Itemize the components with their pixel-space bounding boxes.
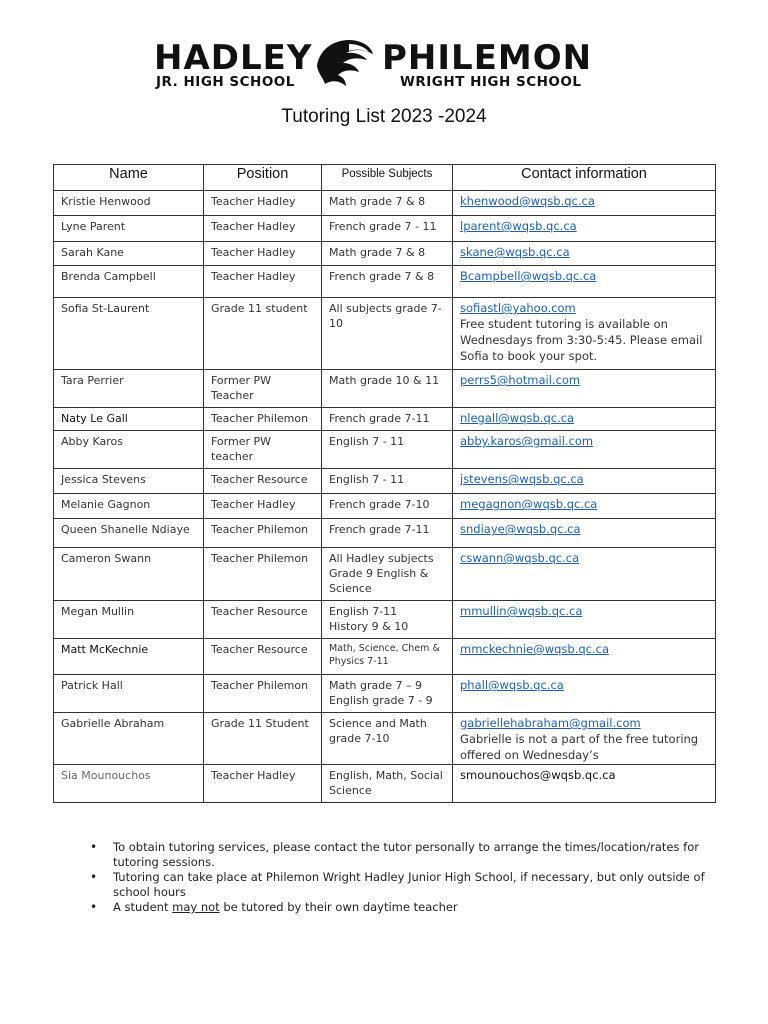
cell-name: Queen Shanelle Ndiaye <box>54 519 204 548</box>
table-row <box>54 298 716 370</box>
cell-position: Former PW Teacher <box>204 370 322 408</box>
bullet: • <box>90 900 98 914</box>
cell-contact <box>453 548 716 601</box>
table-row <box>54 639 716 675</box>
cell-name: Lyne Parent <box>54 216 204 242</box>
cell-subjects: French grade 7-11 <box>322 408 453 431</box>
cell-name: Melanie Gagnon <box>54 494 204 519</box>
cell-name-text: Naty Le Gall <box>61 412 128 425</box>
subject-line: English 7-11 <box>329 605 398 618</box>
cell-name: Brenda Campbell <box>54 266 204 298</box>
email-link[interactable]: gabriellehabraham@gmail.com <box>460 716 641 730</box>
header-contact: Contact information <box>453 165 716 191</box>
cell-name: Jessica Stevens <box>54 469 204 494</box>
table-row <box>54 675 716 713</box>
cell-position: Teacher Resource <box>204 469 322 494</box>
email-link[interactable]: megagnon@wqsb.qc.ca <box>460 497 598 511</box>
cell-contact <box>453 370 716 408</box>
page-title: Tutoring List 2023 -2024 <box>281 106 487 127</box>
cell-contact <box>453 469 716 494</box>
table-header-row <box>54 165 716 191</box>
logo-hadley-subtitle: JR. HIGH SCHOOL <box>156 74 295 90</box>
email-link[interactable]: mmullin@wqsb.qc.ca <box>460 604 583 618</box>
header-position: Position <box>204 165 322 191</box>
cell-position: Former PW teacher <box>204 431 322 469</box>
subject-line: English grade 7 - 9 <box>329 694 433 707</box>
cell-position: Teacher Resource <box>204 601 322 639</box>
cell-contact <box>453 431 716 469</box>
note-text-pre: A student <box>113 900 173 914</box>
email-link[interactable]: phall@wqsb.qc.ca <box>460 678 564 692</box>
cell-subjects: Math grade 7 & 8 <box>322 242 453 266</box>
subject-line: Math grade 7 – 9 <box>329 679 422 692</box>
cell-contact <box>453 266 716 298</box>
header-subjects: Possible Subjects <box>322 165 453 191</box>
cell-contact <box>453 191 716 216</box>
cell-subjects: English 7 - 11 <box>322 469 453 494</box>
cell-contact <box>453 765 716 803</box>
email-link[interactable]: perrs5@hotmail.com <box>460 373 581 387</box>
cell-contact <box>453 408 716 431</box>
cell-name-text: Matt McKechnie <box>61 643 149 656</box>
cell-subjects-text: Math, Science, Chem & Physics 7-11 <box>329 643 440 667</box>
note-text: Tutoring can take place at Philemon Wright Hadley Junior High School, if necessary, but only outside of school hours <box>113 870 705 899</box>
cell-position: Teacher Philemon <box>204 408 322 431</box>
cell-name <box>54 765 204 803</box>
cell-subjects: Science and Math grade 7-10 <box>322 713 453 765</box>
cell-contact <box>453 713 716 765</box>
email-link[interactable]: jstevens@wqsb.qc.ca <box>460 472 584 486</box>
cell-contact <box>453 216 716 242</box>
cell-name: Tara Perrier <box>54 370 204 408</box>
table-row <box>54 191 716 216</box>
cell-position: Teacher Hadley <box>204 242 322 266</box>
table-row <box>54 408 716 431</box>
cell-subjects: Math grade 10 & 11 <box>322 370 453 408</box>
cell-name: Gabrielle Abraham <box>54 713 204 765</box>
cell-position: Teacher Philemon <box>204 675 322 713</box>
email-link[interactable]: abby.karos@gmail.com <box>460 434 594 448</box>
table-row <box>54 469 716 494</box>
bullet: • <box>90 840 98 854</box>
cell-subjects: French grade 7 - 11 <box>322 216 453 242</box>
cell-contact <box>453 242 716 266</box>
email-link[interactable]: Bcampbell@wqsb.qc.ca <box>460 269 597 283</box>
cell-position: Teacher Hadley <box>204 191 322 216</box>
email-link[interactable]: cswann@wqsb.qc.ca <box>460 551 580 565</box>
table-row <box>54 431 716 469</box>
cell-position: Teacher Hadley <box>204 765 322 803</box>
school-logo <box>150 40 592 94</box>
note-text-underlined: may not <box>172 900 220 914</box>
cell-position: Teacher Hadley <box>204 266 322 298</box>
cell-contact <box>453 601 716 639</box>
email-text: smounouchos@wqsb.qc.ca <box>460 768 616 782</box>
table-row <box>54 494 716 519</box>
cell-position: Teacher Hadley <box>204 216 322 242</box>
cell-name: Cameron Swann <box>54 548 204 601</box>
cell-name: Abby Karos <box>54 431 204 469</box>
email-link[interactable]: lparent@wqsb.qc.ca <box>460 219 577 233</box>
cell-subjects: French grade 7-10 <box>322 494 453 519</box>
cell-contact <box>453 298 716 370</box>
cell-subjects: English 7 - 11 <box>322 431 453 469</box>
cell-subjects: French grade 7 & 8 <box>322 266 453 298</box>
cell-subjects <box>322 675 453 713</box>
tutoring-table <box>53 164 716 803</box>
email-link[interactable]: mmckechnie@wqsb.qc.ca <box>460 642 610 656</box>
cell-position: Grade 11 student <box>204 298 322 370</box>
logo-philemon-subtitle: WRIGHT HIGH SCHOOL <box>400 74 582 90</box>
cell-subjects <box>322 601 453 639</box>
table-row <box>54 242 716 266</box>
cell-subjects: English, Math, Social Science <box>322 765 453 803</box>
cell-contact <box>453 639 716 675</box>
table-row <box>54 548 716 601</box>
note-text: To obtain tutoring services, please contact the tutor personally to arrange the times/location/rates for tutoring sessions. <box>113 840 699 869</box>
list-item <box>90 840 730 870</box>
cell-contact <box>453 519 716 548</box>
table-row <box>54 601 716 639</box>
email-link[interactable]: sofiastl@yahoo.com <box>460 301 576 315</box>
email-link[interactable]: khenwood@wqsb.qc.ca <box>460 194 595 208</box>
list-item <box>90 900 730 915</box>
cell-name <box>54 408 204 431</box>
list-item <box>90 870 730 900</box>
subject-line: History 9 & 10 <box>329 620 409 633</box>
cell-position: Grade 11 Student <box>204 713 322 765</box>
cell-position: Teacher Hadley <box>204 494 322 519</box>
cell-subjects: All subjects grade 7-10 <box>322 298 453 370</box>
email-link[interactable]: nlegall@wqsb.qc.ca <box>460 411 575 425</box>
cell-contact <box>453 675 716 713</box>
logo-hadley-name: HADLEY <box>154 38 313 78</box>
eagle-icon <box>313 36 375 94</box>
logo-philemon-name: PHILEMON <box>382 38 593 78</box>
tutoring-notes <box>90 840 730 915</box>
header-name: Name <box>54 165 204 191</box>
table-row <box>54 370 716 408</box>
cell-subjects: Math grade 7 & 8 <box>322 191 453 216</box>
table-row <box>54 519 716 548</box>
cell-subjects: All Hadley subjects Grade 9 English & Science <box>322 548 453 601</box>
cell-name: Sofia St-Laurent <box>54 298 204 370</box>
cell-name <box>54 639 204 675</box>
table-row <box>54 266 716 298</box>
email-link[interactable]: skane@wqsb.qc.ca <box>460 245 570 259</box>
cell-name: Sarah Kane <box>54 242 204 266</box>
cell-subjects <box>322 639 453 675</box>
cell-subjects: French grade 7-11 <box>322 519 453 548</box>
contact-note: Free student tutoring is available on Wednesdays from 3:30-5:45. Please email Sofia to book your spot. <box>460 317 703 363</box>
table-row <box>54 216 716 242</box>
cell-name-text: Sia Mounouchos <box>61 769 151 782</box>
cell-position: Teacher Philemon <box>204 519 322 548</box>
cell-position: Teacher Philemon <box>204 548 322 601</box>
email-link[interactable]: sndiaye@wqsb.qc.ca <box>460 522 581 536</box>
cell-name: Kristie Henwood <box>54 191 204 216</box>
cell-contact <box>453 494 716 519</box>
table-row <box>54 765 716 803</box>
cell-name: Megan Mullin <box>54 601 204 639</box>
bullet: • <box>90 870 98 884</box>
cell-position: Teacher Resource <box>204 639 322 675</box>
cell-name: Patrick Hall <box>54 675 204 713</box>
table-row <box>54 713 716 765</box>
note-text-post: be tutored by their own daytime teacher <box>219 900 458 914</box>
contact-note: Gabrielle is not a part of the free tutoring offered on Wednesday’s <box>460 732 699 762</box>
